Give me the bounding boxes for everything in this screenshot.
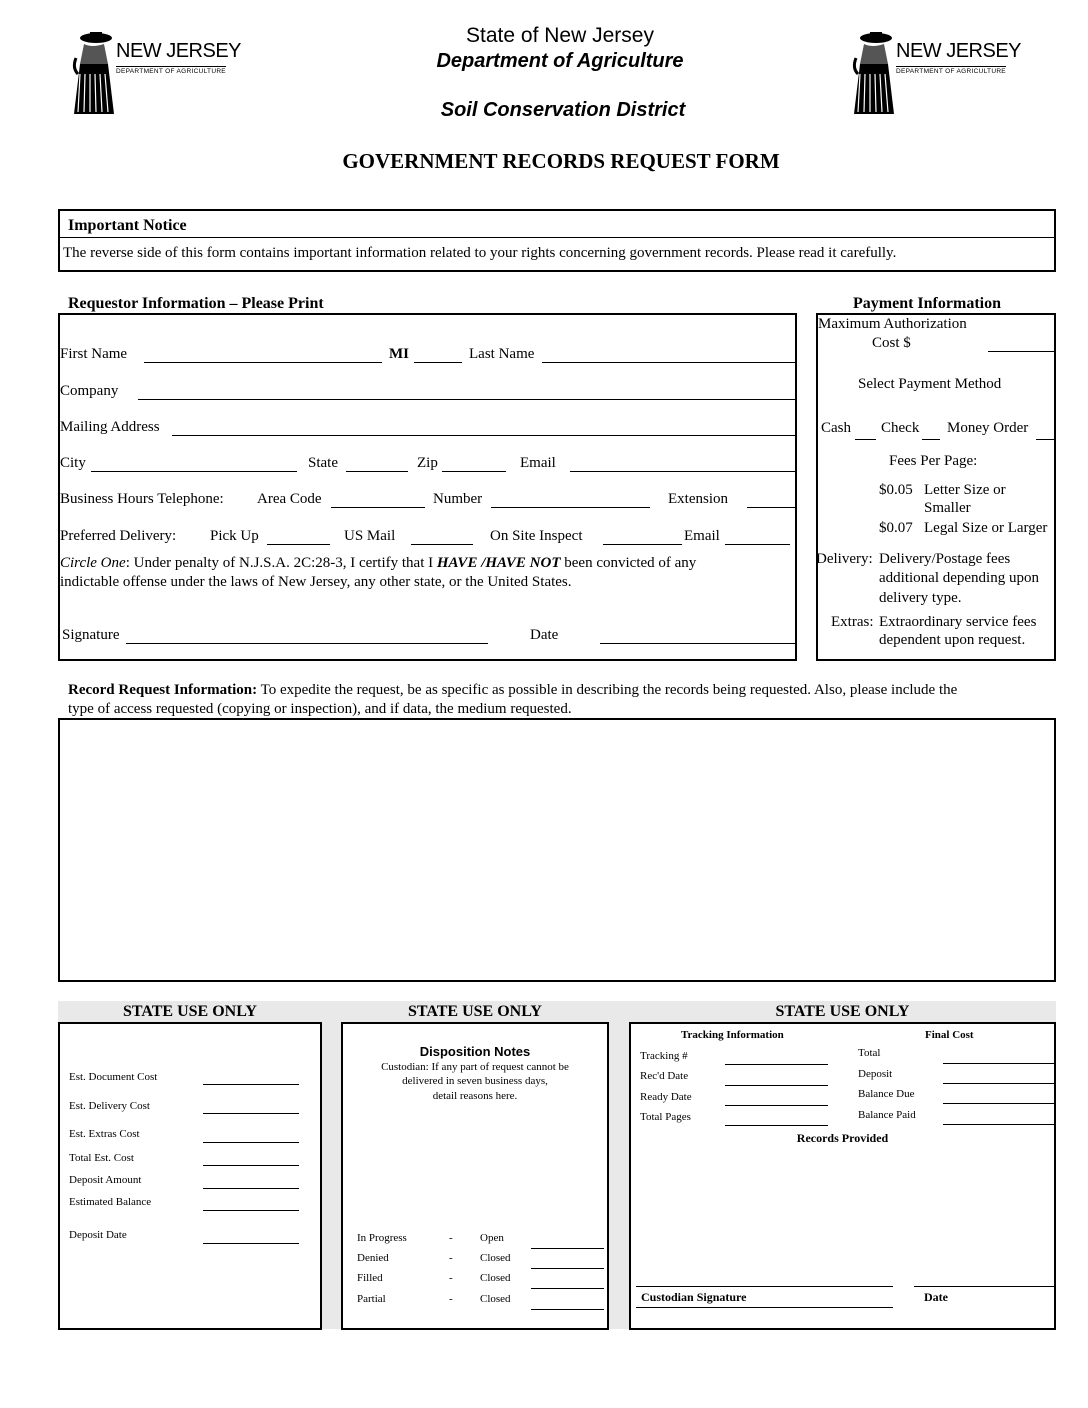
- status-in-progress-field[interactable]: [531, 1248, 604, 1249]
- custodian-signature-underline: [636, 1307, 893, 1308]
- extension-field[interactable]: [747, 507, 795, 508]
- logo-new-jersey-text: NEW JERSEY: [896, 40, 1022, 62]
- money-order-field[interactable]: [1036, 439, 1056, 440]
- check-field[interactable]: [922, 439, 940, 440]
- final-deposit-label: Deposit: [858, 1068, 893, 1080]
- ready-date-field[interactable]: [725, 1105, 828, 1106]
- state-use-heading-1: STATE USE ONLY: [123, 1003, 257, 1020]
- header-state: State of New Jersey: [466, 24, 654, 47]
- est-document-cost-label: Est. Document Cost: [69, 1071, 158, 1083]
- fee-letter-desc-b: Smaller: [924, 500, 971, 516]
- number-field[interactable]: [491, 507, 650, 508]
- delivery-fee-label: Delivery:: [816, 551, 873, 567]
- money-order-label: Money Order: [947, 420, 1029, 436]
- last-name-field[interactable]: [542, 362, 795, 363]
- estimated-balance-field[interactable]: [203, 1210, 299, 1211]
- custodian-signature-field[interactable]: [636, 1286, 893, 1287]
- deposit-amount-field[interactable]: [203, 1188, 299, 1189]
- notice-text: The reverse side of this form contains important information related to your rights concerning government records. Please read it carefully.: [63, 245, 897, 261]
- status-partial-field[interactable]: [531, 1309, 604, 1310]
- date-label: Date: [530, 627, 559, 643]
- have-have-not-choice[interactable]: HAVE /HAVE NOT: [436, 555, 561, 571]
- circle-one-label: Circle One: [60, 555, 126, 571]
- cost-label: Cost $: [872, 335, 911, 351]
- extras-label: Extras:: [831, 614, 874, 630]
- fee-legal-desc: Legal Size or Larger: [924, 520, 1048, 536]
- fees-per-page-label: Fees Per Page:: [889, 453, 978, 469]
- status-partial-label: Partial: [357, 1293, 386, 1305]
- max-auth-label: Maximum Authorization: [818, 316, 967, 332]
- header-district: Soil Conservation District: [440, 99, 686, 121]
- cash-field[interactable]: [855, 439, 876, 440]
- delivery-email-label: Email: [684, 528, 720, 544]
- us-mail-label: US Mail: [344, 528, 396, 544]
- area-code-label: Area Code: [257, 491, 322, 507]
- custodian-signature-label: Custodian Signature: [641, 1290, 747, 1304]
- custodian-date-field[interactable]: [914, 1286, 1054, 1287]
- notice-box: [58, 209, 1056, 272]
- status-filled-state: Closed: [480, 1272, 511, 1284]
- zip-label: Zip: [417, 455, 438, 471]
- city-label: City: [60, 455, 86, 471]
- phone-label: Business Hours Telephone:: [60, 491, 224, 507]
- final-total-label: Total: [858, 1047, 881, 1059]
- email-field[interactable]: [570, 471, 795, 472]
- city-field[interactable]: [91, 471, 297, 472]
- final-balance-paid-label: Balance Paid: [858, 1109, 916, 1121]
- est-document-cost-field[interactable]: [203, 1084, 299, 1085]
- status-partial-dash: -: [449, 1293, 453, 1305]
- est-extras-cost-label: Est. Extras Cost: [69, 1128, 140, 1140]
- zip-field[interactable]: [442, 471, 506, 472]
- company-label: Company: [60, 383, 119, 399]
- area-code-field[interactable]: [331, 507, 425, 508]
- number-label: Number: [433, 491, 483, 507]
- status-filled-field[interactable]: [531, 1288, 604, 1289]
- ready-date-label: Ready Date: [640, 1091, 692, 1103]
- delivery-fee-c: delivery type.: [879, 590, 962, 606]
- final-balance-paid-field[interactable]: [943, 1124, 1055, 1125]
- status-denied-field[interactable]: [531, 1268, 604, 1269]
- state-field[interactable]: [346, 471, 408, 472]
- form-title: GOVERNMENT RECORDS REQUEST FORM: [342, 149, 780, 173]
- record-request-line-1: [68, 682, 957, 699]
- recd-date-label: Rec'd Date: [640, 1070, 689, 1082]
- email-label: Email: [520, 455, 556, 471]
- state-label: State: [308, 455, 338, 471]
- certify-text-b: been convicted of any: [560, 555, 697, 571]
- disposition-title: Disposition Notes: [419, 1044, 531, 1059]
- mi-label: MI: [389, 346, 409, 362]
- extension-label: Extension: [668, 491, 728, 507]
- status-filled-label: Filled: [357, 1272, 383, 1284]
- final-cost-title: Final Cost: [925, 1029, 974, 1041]
- signature-field[interactable]: [126, 643, 488, 644]
- requestor-box: [58, 313, 797, 661]
- status-in-progress-state: Open: [480, 1232, 504, 1244]
- total-est-cost-label: Total Est. Cost: [69, 1152, 134, 1164]
- status-in-progress-dash: -: [449, 1232, 453, 1244]
- mailing-address-field[interactable]: [172, 435, 795, 436]
- date-field[interactable]: [600, 643, 797, 644]
- status-denied-label: Denied: [357, 1252, 389, 1264]
- certify-statement-line-2: indictable offense under the laws of New Jersey, any other state, or the United States.: [60, 574, 572, 590]
- disposition-text-c: detail reasons here.: [432, 1090, 518, 1102]
- pick-up-label: Pick Up: [210, 528, 259, 544]
- company-field[interactable]: [138, 399, 795, 400]
- delivery-label: Preferred Delivery:: [60, 528, 177, 544]
- first-name-label: First Name: [60, 346, 128, 362]
- total-pages-label: Total Pages: [640, 1111, 691, 1123]
- tracking-title: Tracking Information: [681, 1029, 784, 1041]
- status-partial-state: Closed: [480, 1293, 511, 1305]
- max-auth-cost-field[interactable]: [988, 351, 1056, 352]
- cash-label: Cash: [821, 420, 851, 436]
- logo-new-jersey-text: NEW JERSEY: [116, 40, 242, 62]
- tracking-number-label: Tracking #: [640, 1050, 688, 1062]
- state-use-cost-panel: [58, 1022, 322, 1330]
- est-delivery-cost-field[interactable]: [203, 1113, 299, 1114]
- certify-statement-line-1: [60, 555, 696, 572]
- disposition-text-a: Custodian: If any part of request cannot be: [381, 1061, 569, 1073]
- mailing-address-label: Mailing Address: [60, 419, 160, 435]
- record-request-textarea[interactable]: [58, 718, 1056, 982]
- mi-field[interactable]: [414, 362, 462, 363]
- records-provided-area[interactable]: [631, 1148, 1054, 1278]
- notice-title: Important Notice: [68, 217, 187, 234]
- signature-label: Signature: [62, 627, 120, 643]
- delivery-fee-a: Delivery/Postage fees: [879, 551, 1011, 567]
- custodian-date-label: Date: [924, 1290, 948, 1304]
- state-use-disposition-panel: [341, 1022, 609, 1330]
- status-in-progress-label: In Progress: [357, 1232, 407, 1244]
- state-use-heading-3: STATE USE ONLY: [775, 1003, 910, 1020]
- records-provided-label: Records Provided: [796, 1131, 889, 1145]
- deposit-date-field[interactable]: [203, 1243, 299, 1244]
- status-denied-state: Closed: [480, 1252, 511, 1264]
- certify-text-a: : Under penalty of N.J.S.A. 2C:28-3, I certify that I: [125, 555, 437, 571]
- final-balance-due-field[interactable]: [943, 1103, 1055, 1104]
- record-request-line-2: type of access requested (copying or inspection), and if data, the medium requested.: [68, 701, 572, 717]
- first-name-field[interactable]: [144, 362, 382, 363]
- total-est-cost-field[interactable]: [203, 1165, 299, 1166]
- requestor-title: Requestor Information – Please Print: [68, 295, 324, 312]
- select-method-label: Select Payment Method: [858, 376, 1002, 392]
- final-deposit-field[interactable]: [943, 1083, 1055, 1084]
- logo-department-text: DEPARTMENT OF AGRICULTURE: [896, 68, 1006, 75]
- status-denied-dash: -: [449, 1252, 453, 1264]
- state-use-heading-2: STATE USE ONLY: [408, 1003, 542, 1020]
- us-mail-field[interactable]: [411, 544, 473, 545]
- recd-date-field[interactable]: [725, 1085, 828, 1086]
- extras-b: dependent upon request.: [879, 632, 1026, 648]
- check-label: Check: [881, 420, 920, 436]
- est-extras-cost-field[interactable]: [203, 1142, 299, 1143]
- disposition-text-b: delivered in seven business days,: [402, 1075, 548, 1087]
- delivery-fee-b: additional depending upon: [879, 570, 1039, 586]
- extras-a: Extraordinary service fees: [879, 614, 1037, 630]
- delivery-email-field[interactable]: [725, 544, 790, 545]
- fee-letter-desc-a: Letter Size or: [924, 482, 1006, 498]
- fee-letter-amount: $0.05: [879, 482, 913, 498]
- last-name-label: Last Name: [469, 346, 535, 362]
- record-request-label: Record Request Information:: [68, 682, 258, 698]
- status-filled-dash: -: [449, 1272, 453, 1284]
- estimated-balance-label: Estimated Balance: [69, 1196, 152, 1208]
- logo-department-text: DEPARTMENT OF AGRICULTURE: [116, 68, 226, 75]
- deposit-date-label: Deposit Date: [69, 1229, 127, 1241]
- est-delivery-cost-label: Est. Delivery Cost: [69, 1100, 150, 1112]
- pick-up-field[interactable]: [267, 544, 330, 545]
- record-request-text-a: To expedite the request, be as specific as possible in describing the records being requested. Also, please include the: [257, 682, 958, 698]
- final-total-field[interactable]: [943, 1063, 1055, 1064]
- fee-legal-amount: $0.07: [879, 520, 913, 536]
- deposit-amount-label: Deposit Amount: [69, 1174, 142, 1186]
- payment-title: Payment Information: [853, 295, 1001, 312]
- tracking-number-field[interactable]: [725, 1064, 828, 1065]
- on-site-field[interactable]: [603, 544, 682, 545]
- state-use-tracking-panel: [629, 1022, 1056, 1330]
- final-balance-due-label: Balance Due: [858, 1088, 915, 1100]
- header-department: Department of Agriculture: [436, 50, 684, 72]
- on-site-label: On Site Inspect: [490, 528, 583, 544]
- total-pages-field[interactable]: [725, 1125, 828, 1126]
